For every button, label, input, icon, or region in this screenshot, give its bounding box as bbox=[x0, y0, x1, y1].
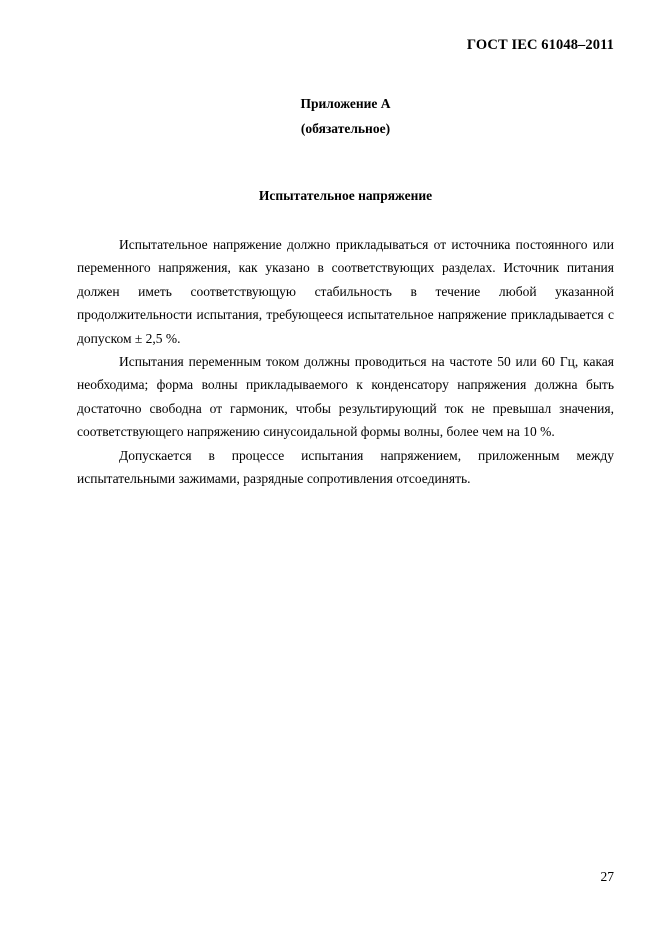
paragraph-ac-test-frequency: Испытания переменным током должны проводиться на частоте 50 или 60 Гц, какая необходима; форма волны прикладываемого к конденсатору напряжения должна быть достаточно свободна от гармоник, чтобы результирующий ток не превышал значения, соответствующего напряжению синусоидальной формы волны, более чем на 10 %. bbox=[77, 354, 614, 440]
page-number: 27 bbox=[600, 869, 614, 884]
document-code-header: ГОСТ IEC 61048–2011 bbox=[466, 37, 614, 53]
section-body bbox=[77, 233, 614, 490]
paragraph-discharge-resistors: Допускается в процессе испытания напряжением, приложенным между испытательными зажимами, разрядные сопротивления отсоединять. bbox=[77, 447, 614, 487]
paragraph-test-voltage-source: Испытательное напряжение должно прикладываться от источника постоянного или переменного напряжения, как указано в соответствующих разделах. Источник питания должен иметь соответствующую стабильность в течение любой указанной продолжительности испытания, требующееся испытательное напряжение прикладывается с допуском ± 2,5 %. bbox=[77, 237, 614, 346]
section-title: Испытательное напряжение bbox=[258, 188, 433, 203]
annex-status: (обязательное) bbox=[300, 121, 391, 136]
annex-title: Приложение А bbox=[300, 96, 391, 111]
